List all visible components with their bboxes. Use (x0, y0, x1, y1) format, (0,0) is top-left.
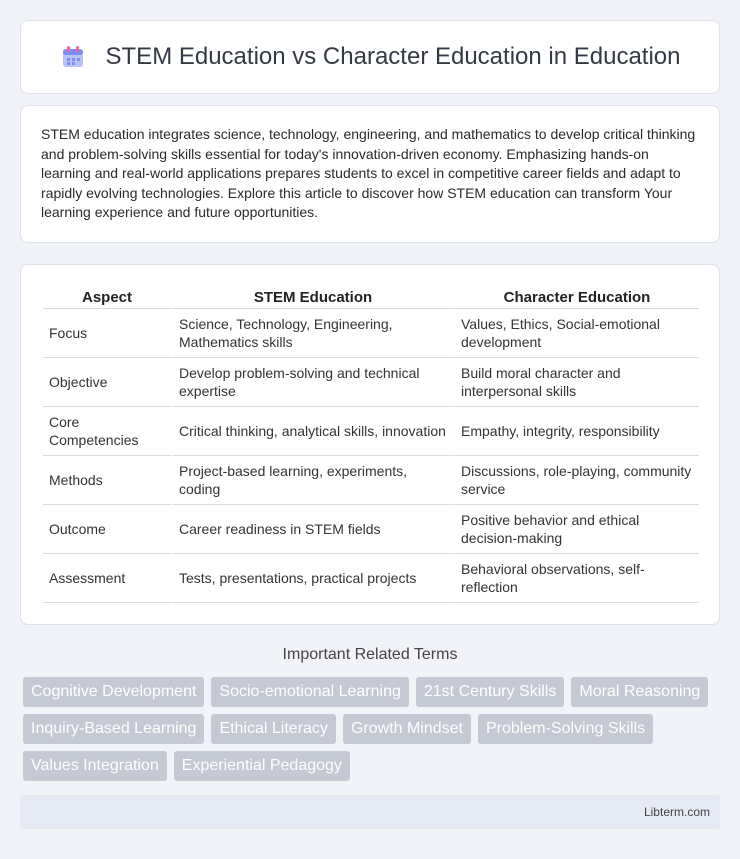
cell-character: Discussions, role-playing, community service (453, 456, 699, 505)
cell-stem: Project-based learning, experiments, coding (171, 456, 453, 505)
comparison-table (43, 285, 699, 603)
header-aspect: Aspect (43, 285, 171, 309)
cell-character: Empathy, integrity, responsibility (453, 407, 699, 456)
cell-stem: Science, Technology, Engineering, Mathematics skills (171, 309, 453, 358)
related-term-tag[interactable]: Ethical Literacy (211, 714, 336, 744)
calendar-icon (60, 44, 86, 70)
footer (20, 795, 720, 829)
cell-character: Behavioral observations, self-reflection (453, 554, 699, 603)
cell-stem: Tests, presentations, practical projects (171, 554, 453, 603)
related-terms-list (23, 677, 723, 781)
table-row (43, 505, 699, 554)
cell-character: Values, Ethics, Social-emotional development (453, 309, 699, 358)
table-header-row (43, 285, 699, 309)
header-card (20, 20, 720, 94)
related-term-tag[interactable]: Socio-emotional Learning (211, 677, 408, 707)
cell-character: Positive behavior and ethical decision-making (453, 505, 699, 554)
table-row (43, 554, 699, 603)
cell-aspect: Outcome (43, 505, 171, 554)
table-row (43, 358, 699, 407)
related-term-tag[interactable]: Problem-Solving Skills (478, 714, 653, 744)
related-term-tag[interactable]: Moral Reasoning (571, 677, 708, 707)
related-terms-title: Important Related Terms (282, 646, 458, 663)
intro-paragraph: STEM education integrates science, technology, engineering, and mathematics to develop critical thinking and problem-solving skills essential for today's innovation-driven economy. Emphasizing hands-on learning and real-world applications prepares students to excel in competitive career fields and adapt to rapidly evolving technologies. Explore this article to discover how STEM education can transform Your learning experience and future opportunities. (41, 126, 696, 221)
related-term-tag[interactable]: Growth Mindset (343, 714, 471, 744)
page-title: STEM Education vs Character Education in Education (105, 43, 681, 70)
title-wrap (60, 43, 681, 71)
cell-stem: Career readiness in STEM fields (171, 505, 453, 554)
related-term-tag[interactable]: Experiential Pedagogy (174, 751, 350, 781)
cell-aspect: Assessment (43, 554, 171, 603)
related-term-tag[interactable]: Values Integration (23, 751, 167, 781)
header-stem: STEM Education (171, 285, 453, 309)
table-row (43, 456, 699, 505)
cell-aspect: Methods (43, 456, 171, 505)
related-term-tag[interactable]: Cognitive Development (23, 677, 204, 707)
cell-aspect: Objective (43, 358, 171, 407)
table-row (43, 309, 699, 358)
cell-stem: Critical thinking, analytical skills, innovation (171, 407, 453, 456)
table-row (43, 407, 699, 456)
intro-card (20, 105, 720, 243)
related-term-tag[interactable]: Inquiry-Based Learning (23, 714, 204, 744)
comparison-table-card (20, 264, 720, 625)
footer-brand[interactable]: Libterm.com (643, 805, 710, 819)
cell-stem: Develop problem-solving and technical expertise (171, 358, 453, 407)
cell-aspect: Focus (43, 309, 171, 358)
cell-character: Build moral character and interpersonal skills (453, 358, 699, 407)
related-term-tag[interactable]: 21st Century Skills (416, 677, 565, 707)
header-character: Character Education (453, 285, 699, 309)
cell-aspect: Core Competencies (43, 407, 171, 456)
